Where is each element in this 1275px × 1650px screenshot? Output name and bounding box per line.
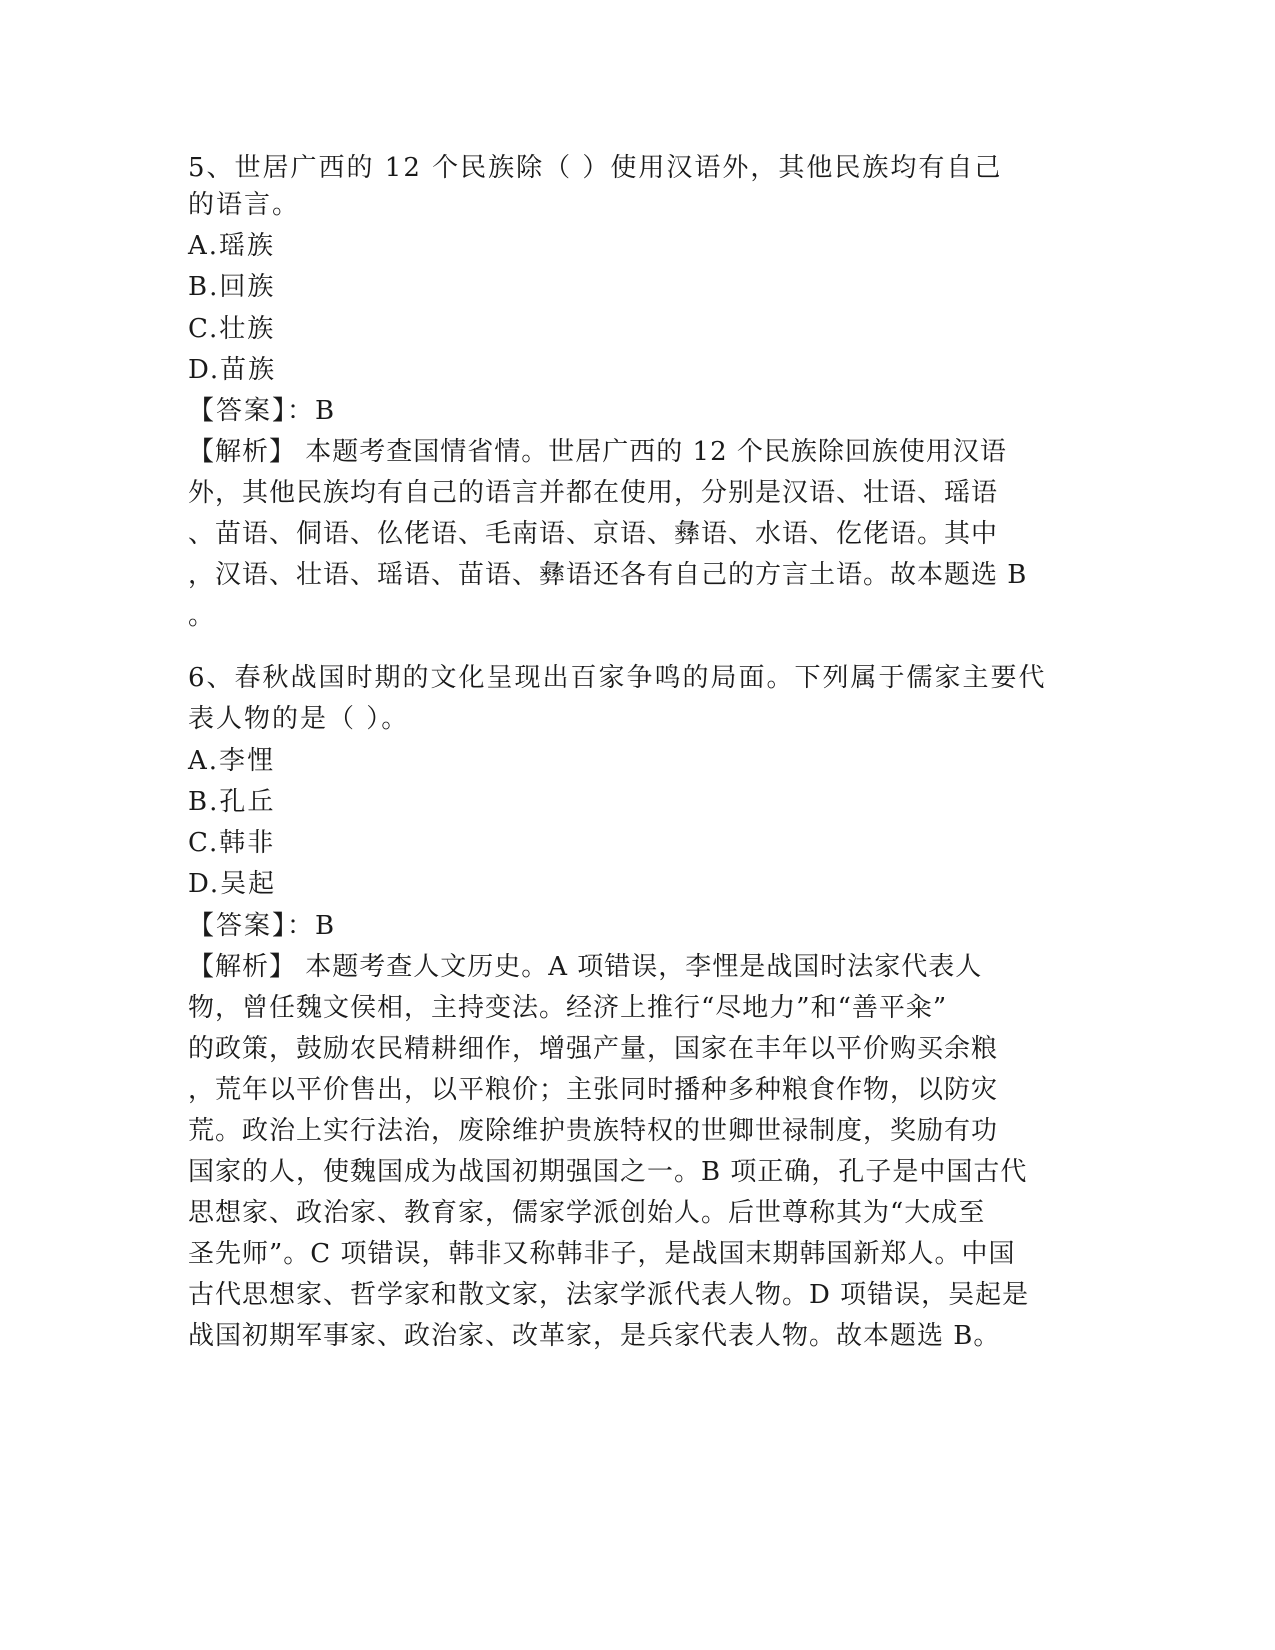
analysis-line: ，汉语、壮语、瑶语、苗语、彝语还各有自己的方言土语。故本题选 B xyxy=(188,560,1028,590)
analysis-line: 思想家、政治家、教育家，儒家学派创始人。后世尊称其为“大成至 xyxy=(188,1198,986,1228)
analysis-line: 【解析】 本题考查人文历史。A 项错误，李悝是战国时法家代表人 xyxy=(188,952,983,982)
option-d: D.吴起 xyxy=(188,869,277,899)
answer: 【答案】：B xyxy=(188,911,337,941)
option-a: A.李悝 xyxy=(188,746,276,776)
analysis-line: 外，其他民族均有自己的语言并都在使用，分别是汉语、壮语、瑶语 xyxy=(188,478,999,508)
analysis-line: 物，曾任魏文侯相，主持变法。经济上推行“尽地力”和“善平籴” xyxy=(188,993,948,1023)
analysis-line: 圣先师”。C 项错误，韩非又称韩非子，是战国末期韩国新郑人。中国 xyxy=(188,1239,1016,1269)
analysis-line: 【解析】 本题考查国情省情。世居广西的 12 个民族除回族使用汉语 xyxy=(188,437,1007,467)
option-a: A.瑶族 xyxy=(188,231,276,261)
option-b: B.回族 xyxy=(188,272,276,302)
analysis-line: 的政策，鼓励农民精耕细作，增强产量，国家在丰年以平价购买余粮 xyxy=(188,1034,999,1064)
question-stem-line: 6、春秋战国时期的文化呈现出百家争鸣的局面。下列属于儒家主要代 xyxy=(188,663,1047,693)
analysis-line: 荒。政治上实行法治，废除维护贵族特权的世卿世禄制度，奖励有功 xyxy=(188,1116,999,1146)
analysis-line: ，荒年以平价售出，以平粮价；主张同时播种多种粮食作物，以防灾 xyxy=(188,1075,999,1105)
analysis-line: 。 xyxy=(188,601,216,631)
option-c: C.韩非 xyxy=(188,828,276,858)
analysis-line: 、苗语、侗语、仫佬语、毛南语、京语、彝语、水语、仡佬语。其中 xyxy=(188,519,999,549)
question-stem-line: 的语言。 xyxy=(188,190,301,220)
analysis-line: 战国初期军事家、政治家、改革家，是兵家代表人物。故本题选 B。 xyxy=(188,1321,1001,1351)
analysis-line: 古代思想家、哲学家和散文家，法家学派代表人物。D 项错误，吴起是 xyxy=(188,1280,1030,1310)
option-d: D.苗族 xyxy=(188,355,277,385)
answer: 【答案】：B xyxy=(188,396,337,426)
analysis-line: 国家的人，使魏国成为战国初期强国之一。B 项正确，孔子是中国古代 xyxy=(188,1157,1028,1187)
question-stem-line: 5、世居广西的 12 个民族除（ ）使用汉语外，其他民族均有自己 xyxy=(188,153,1003,183)
question-stem-line: 表人物的是（ ）。 xyxy=(188,704,410,734)
option-b: B.孔丘 xyxy=(188,787,276,817)
option-c: C.壮族 xyxy=(188,314,276,344)
